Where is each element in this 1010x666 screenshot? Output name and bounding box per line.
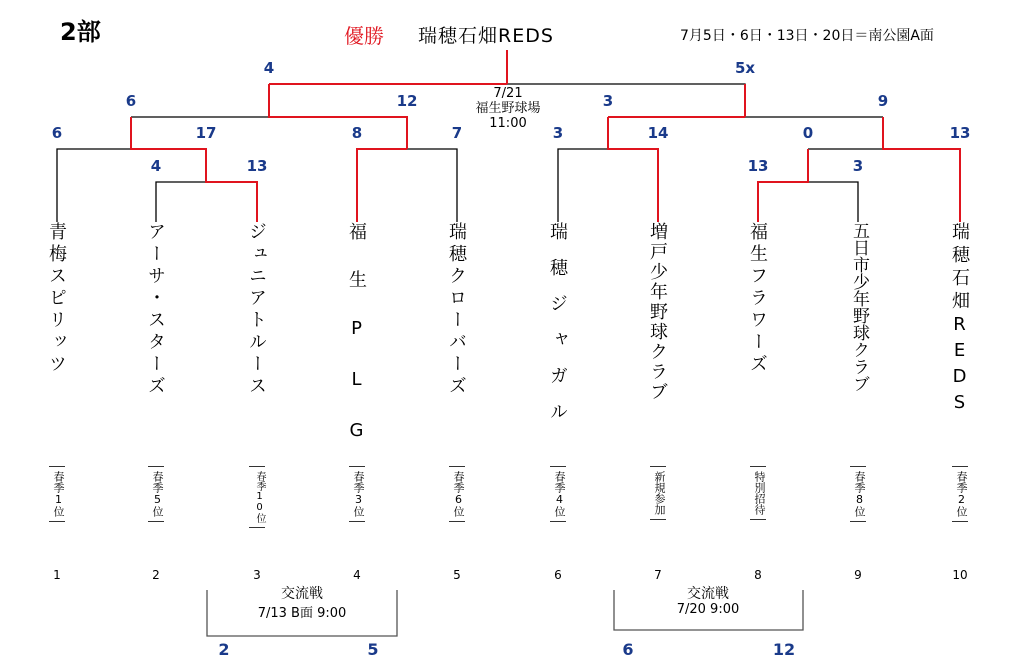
exchange-left-score: 6 [622,640,634,659]
team-note: 春季1位 [49,466,65,522]
team-note: 春季3位 [349,466,365,522]
team-number: 9 [854,568,862,582]
team-note: 春季2位 [952,466,968,522]
score-final-left: 4 [263,59,275,77]
schedule-dates: 7月5日・6日・13日・20日＝南公園A面 [680,28,934,44]
score-q-5: 7 [451,124,463,142]
score-q-1: 6 [51,124,63,142]
team-number: 6 [554,568,562,582]
team-note: 特別招待 [750,466,766,520]
team-name: ジュニアトルース [246,222,267,398]
team-name: 福生PLG [346,222,367,471]
score-q-89: 0 [802,124,814,142]
score-final-right: 5x [734,59,756,77]
champion-team: 瑞穂石畑REDS [418,25,554,47]
team-name: 瑞穂ジャガル [547,222,568,438]
score-semi-left-a: 6 [125,92,137,110]
exchange-left-score: 2 [218,640,230,659]
team-note: 春季10位 [249,466,265,528]
team-name: 福生フラワーズ [747,222,768,376]
score-semi-left-b: 12 [396,92,418,110]
score-r1-8: 13 [747,157,769,175]
team-number: 8 [754,568,762,582]
final-info [458,86,558,131]
score-r1-3: 13 [246,157,268,175]
team-note: 春季6位 [449,466,465,522]
score-q-7: 14 [647,124,669,142]
exchange-title: 交流戦 [687,586,729,602]
exchange-info: 7/20 9:00 [676,602,740,617]
winner-lines [131,50,960,222]
score-r1-9: 3 [852,157,864,175]
score-r1-2: 4 [150,157,162,175]
score-q-6: 3 [552,124,564,142]
division-title: 2部 [60,18,101,46]
team-name: 増戸少年野球クラブ [647,222,668,402]
exchange-info: 7/13 B面 9:00 [257,606,347,621]
team-name: 五日市少年野球クラブ [849,222,869,392]
team-name: 瑞穂クローバーズ [446,222,467,398]
exchange-right-score: 12 [772,640,796,659]
team-note: 春季4位 [550,466,566,522]
team-number: 3 [253,568,261,582]
team-name: 瑞穂石畑REDS [949,222,970,418]
team-number: 5 [453,568,461,582]
team-name: 青梅スピリッツ [46,222,67,376]
score-q-10: 13 [949,124,971,142]
score-semi-right-b: 9 [877,92,889,110]
team-note: 春季8位 [850,466,866,522]
team-number: 7 [654,568,662,582]
team-number: 10 [952,568,968,582]
score-q-4: 8 [351,124,363,142]
exchange-right-score: 5 [367,640,379,659]
team-number: 4 [353,568,361,582]
team-note: 新規参加 [650,466,666,520]
team-number: 1 [53,568,61,582]
final-time: 11:00 [489,116,527,131]
team-number: 2 [152,568,160,582]
exchange-title: 交流戦 [281,586,323,602]
team-name: アーサ・スターズ [145,222,166,398]
champion-label: 優勝 [344,24,384,48]
team-note: 春季5位 [148,466,164,522]
final-date: 7/21 [493,86,523,101]
score-semi-right-a: 3 [602,92,614,110]
final-venue: 福生野球場 [475,101,541,116]
score-q-23: 17 [195,124,217,142]
